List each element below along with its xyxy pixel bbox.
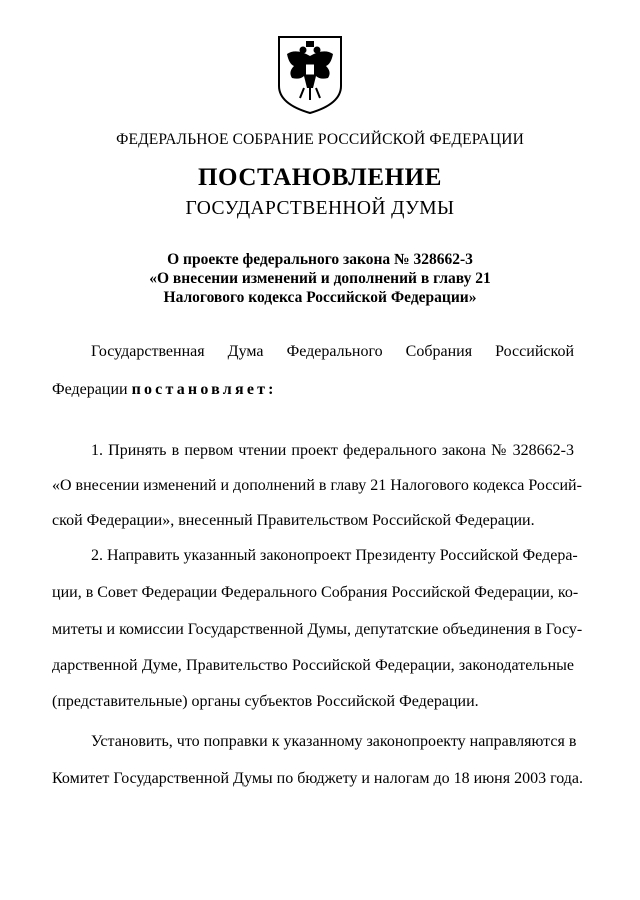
clause-1-line-3: ской Федерации», внесенный Правительством Российской Федерации. [52,512,535,529]
clause-1-line-2: «О внесении изменений и дополнений в главу 21 Налогового кодекса Россий- [52,477,582,494]
clause-3-line-1: Установить, что поправки к указанному законопроекту направляются в [91,733,577,750]
preamble-line-2 [52,380,574,400]
document-subtitle: ГОСУДАРСТВЕННОЙ ДУМЫ [185,198,455,219]
resolves-word: постановляет: [131,381,277,398]
clause-2-line-3: митеты и комиссии Государственной Думы, депутатские объединения в Госу- [52,621,583,638]
federal-assembly-heading: ФЕДЕРАЛЬНОЕ СОБРАНИЕ РОССИЙСКОЙ ФЕДЕРАЦИИ [116,131,524,148]
preamble-start: Федерации [52,381,128,398]
bill-subject-line-3: Налогового кодекса Российской Федерации» [163,289,477,306]
clause-1-line-1: 1. Принять в первом чтении проект федерального закона № 328662-3 [91,442,574,459]
document-title: ПОСТАНОВЛЕНИЕ [197,164,443,191]
clause-2-line-5: (представительные) органы субъектов Российской Федерации. [52,693,479,710]
clause-2-line-1: 2. Направить указанный законопроект Президенту Российской Федера- [91,547,578,564]
clause-2-line-4: дарственной Думе, Правительство Российской Федерации, законодательные [52,657,574,674]
bill-subject-line-2: «О внесении изменений и дополнений в главу 21 [149,270,491,287]
clause-3-line-2: Комитет Государственной Думы по бюджету и налогам до 18 июня 2003 года. [52,770,584,787]
bill-subject-line-1: О проекте федерального закона № 328662-3 [167,251,473,268]
clause-2-line-2: ции, в Совет Федерации Федерального Собрания Российской Федерации, ко- [52,584,579,601]
state-emblem-icon [276,34,344,116]
preamble-line-1: Государственная Дума Федерального Собрания Российской [91,343,574,360]
